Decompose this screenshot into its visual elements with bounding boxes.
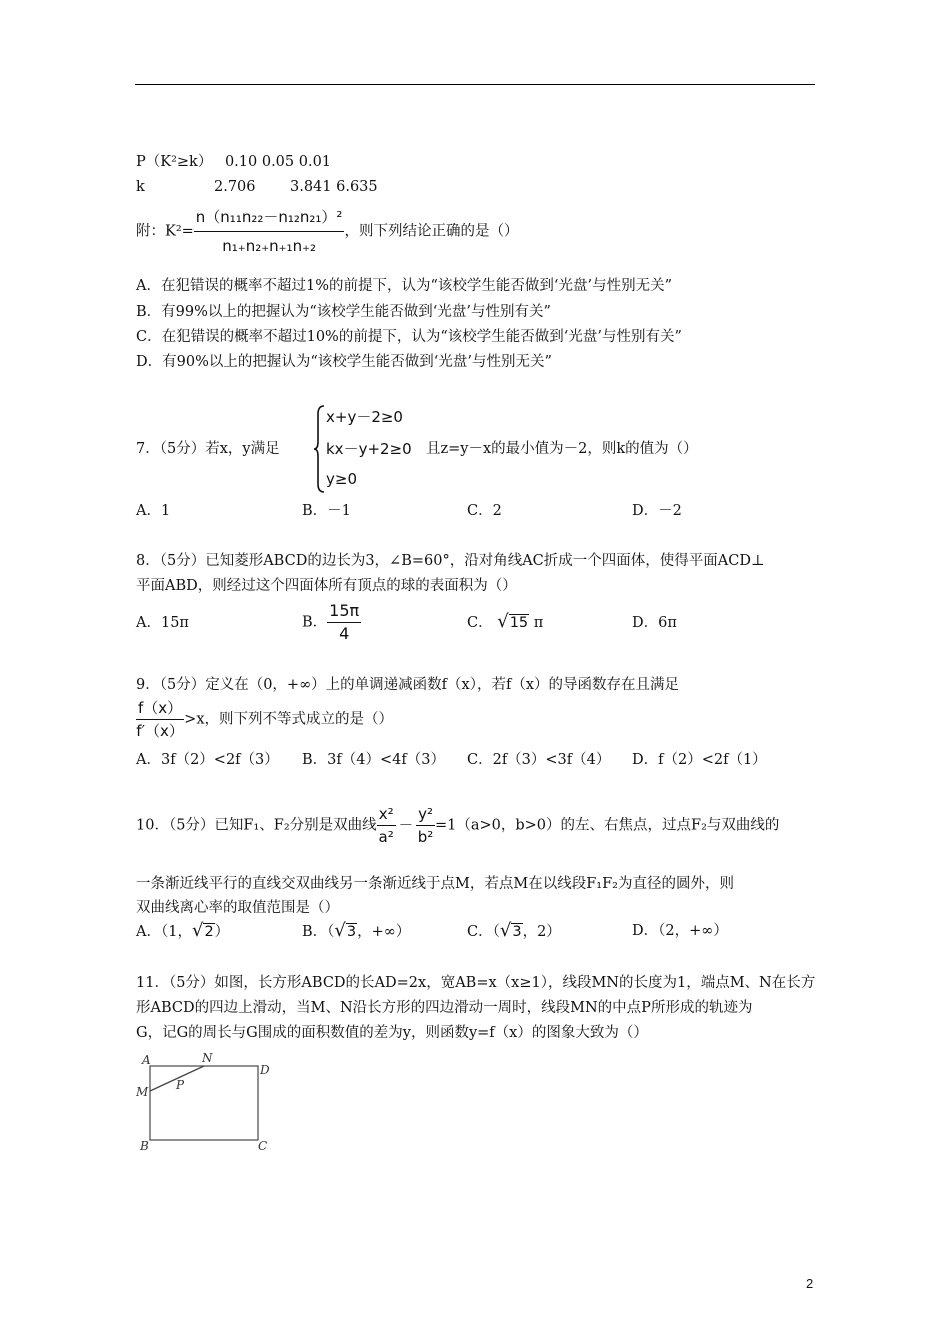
fraction-denominator: f′（x） bbox=[136, 722, 184, 740]
formula-suffix: ，则下列结论正确的是（） bbox=[344, 223, 519, 240]
q9-option-c: C．2f（3）<3f（4） bbox=[467, 752, 611, 768]
point-label-p: P bbox=[176, 1078, 185, 1092]
sqrt-icon: √2 bbox=[191, 920, 214, 941]
vertex-label-b: B bbox=[140, 1139, 149, 1153]
q9-stem-line2 bbox=[136, 698, 393, 741]
q8-option-c bbox=[467, 612, 543, 633]
q11-stem-line2: 形ABCD的四边上滑动，当M、N沿长方形的四边滑动一周时，线段MN的中点P所形成的轨迹为 bbox=[136, 1000, 753, 1016]
q10-prefix: 10．（5分）已知F₁、F₂分别是双曲线 bbox=[136, 817, 377, 834]
q9-option-d: D．f（2）<2f（1） bbox=[632, 752, 767, 768]
q6-option-d: D．有90%以上的把握认为“该校学生能否做到‘光盘’与性别无关” bbox=[136, 354, 552, 370]
vertex-label-c: C bbox=[258, 1139, 268, 1153]
q7-stem-suffix: 且z=y－x的最小值为－2，则k的值为（） bbox=[426, 441, 698, 457]
q10-option-c bbox=[467, 921, 561, 942]
q8-fraction bbox=[327, 601, 361, 644]
formula-numerator: n（n₁₁n₂₂－n₁₂n₂₁）² bbox=[194, 204, 345, 232]
option-label: C． bbox=[467, 615, 493, 631]
formula-prefix: 附：K²= bbox=[136, 223, 194, 240]
q10-fraction-x bbox=[377, 804, 396, 847]
point-label-m: M bbox=[136, 1085, 149, 1099]
q9-stem-tail: >x，则下列不等式成立的是（） bbox=[184, 711, 393, 728]
q10-stem-line3: 双曲线离心率的取值范围是（） bbox=[136, 900, 339, 916]
sqrt-icon: √3 bbox=[499, 920, 522, 941]
option-tail: ，+∞） bbox=[357, 924, 411, 940]
sqrt-icon: √3 bbox=[334, 920, 357, 941]
q9-option-b: B．3f（4）<4f（3） bbox=[302, 752, 445, 768]
table-row-1 bbox=[136, 152, 331, 172]
option-label: C．（ bbox=[467, 924, 500, 940]
option-tail: ） bbox=[214, 924, 230, 940]
q7-constraint-3: y≥0 bbox=[326, 470, 357, 488]
q7-constraint-1: x+y－2≥0 bbox=[326, 408, 403, 426]
q10-option-d: D．（2，+∞） bbox=[632, 923, 728, 939]
q9-stem-line1: 9．（5分）定义在（0，+∞）上的单调递减函数f（x），若f（x）的导函数存在且满足 bbox=[136, 677, 679, 693]
q11-stem-line3: G，记G的周长与G围成的面积数值的差为y，则函数y=f（x）的图象大致为（） bbox=[136, 1025, 648, 1041]
point-label-n: N bbox=[202, 1051, 213, 1065]
page-number: 2 bbox=[806, 1276, 814, 1291]
minus-sign: － bbox=[398, 817, 414, 834]
table-label: k bbox=[136, 179, 145, 195]
fraction-denominator: a² bbox=[378, 828, 394, 846]
table-values: 2.706 bbox=[214, 179, 256, 195]
fraction-numerator: x² bbox=[377, 804, 396, 826]
q9-fraction bbox=[136, 698, 184, 741]
q7-option-c: C．2 bbox=[467, 503, 502, 519]
q10-stem-line1 bbox=[136, 804, 779, 847]
formula-denominator: n₁₊n₂₊n₊₁n₊₂ bbox=[222, 237, 316, 255]
q6-option-b: B．有99%以上的把握认为“该校学生能否做到‘光盘’与性别有关” bbox=[136, 304, 551, 320]
q7-option-b: B．－1 bbox=[302, 503, 351, 519]
fraction-denominator: b² bbox=[417, 828, 434, 846]
q6-option-c: C．在犯错误的概率不超过10%的前提下，认为“该校学生能否做到‘光盘’与性别有关” bbox=[136, 329, 682, 345]
q10-suffix: =1（a>0，b>0）的左、右焦点，过点F₂与双曲线的 bbox=[434, 817, 780, 834]
q10-stem-line2: 一条渐近线平行的直线交双曲线另一条渐近线于点M，若点M在以线段F₁F₂为直径的圆外，则 bbox=[136, 876, 734, 892]
vertex-label-a: A bbox=[142, 1053, 151, 1067]
q10-fraction-y bbox=[416, 804, 435, 847]
option-label: A．（1， bbox=[136, 924, 192, 940]
sqrt-icon: √15 bbox=[497, 611, 529, 632]
q7-constraint-2: kx－y+2≥0 bbox=[326, 440, 412, 458]
radicand: 3 bbox=[346, 924, 357, 940]
chi-square-formula bbox=[136, 204, 518, 259]
fraction-numerator: f（x） bbox=[136, 698, 184, 720]
fraction-numerator: 15π bbox=[327, 601, 361, 623]
option-tail: ，2） bbox=[522, 924, 561, 940]
q7-stem: 7．（5分）若x，y满足 bbox=[136, 441, 280, 457]
header-rule bbox=[135, 84, 815, 85]
q8-option-d: D．6π bbox=[632, 615, 677, 631]
q10-option-a bbox=[136, 921, 229, 942]
q6-option-a: A．在犯错误的概率不超过1%的前提下，认为“该校学生能否做到‘光盘’与性别无关” bbox=[136, 278, 673, 294]
q8-option-a: A．15π bbox=[136, 615, 189, 631]
radicand: 15 bbox=[509, 615, 529, 631]
table-values: 0.10 0.05 0.01 bbox=[224, 154, 332, 170]
q11-stem-line1: 11．（5分）如图，长方形ABCD的长AD=2x，宽AB=x（x≥1），线段MN的长度为1，端点M、N在长方 bbox=[136, 975, 816, 991]
radicand: 2 bbox=[204, 924, 214, 940]
q8-stem-line1: 8．（5分）已知菱形ABCD的边长为3，∠B=60°，沿对角线AC折成一个四面体，使得平面ACD⊥ bbox=[136, 553, 765, 569]
option-tail: π bbox=[533, 615, 544, 631]
q7-option-a: A．1 bbox=[136, 503, 171, 519]
brace-icon bbox=[314, 404, 326, 494]
table-label: P（K²≥k） bbox=[136, 154, 213, 170]
q7-inequality-system bbox=[314, 404, 424, 494]
q10-option-b bbox=[302, 921, 410, 942]
table-row-2 bbox=[136, 177, 378, 197]
option-label: B．（ bbox=[302, 924, 335, 940]
rectangle-figure bbox=[136, 1050, 276, 1166]
q8-option-b bbox=[302, 601, 361, 644]
fraction-numerator: y² bbox=[416, 804, 435, 826]
vertex-label-d: D bbox=[260, 1063, 270, 1077]
radicand: 3 bbox=[512, 924, 522, 940]
formula-fraction bbox=[194, 204, 345, 259]
q7-option-d: D．－2 bbox=[632, 503, 682, 519]
option-label: B． bbox=[302, 614, 328, 631]
table-values: 3.841 6.635 bbox=[290, 179, 378, 195]
fraction-denominator: 4 bbox=[339, 624, 350, 643]
q9-option-a: A．3f（2）<2f（3） bbox=[136, 752, 279, 768]
q8-stem-line2: 平面ABD，则经过这个四面体所有顶点的球的表面积为（） bbox=[136, 578, 517, 594]
